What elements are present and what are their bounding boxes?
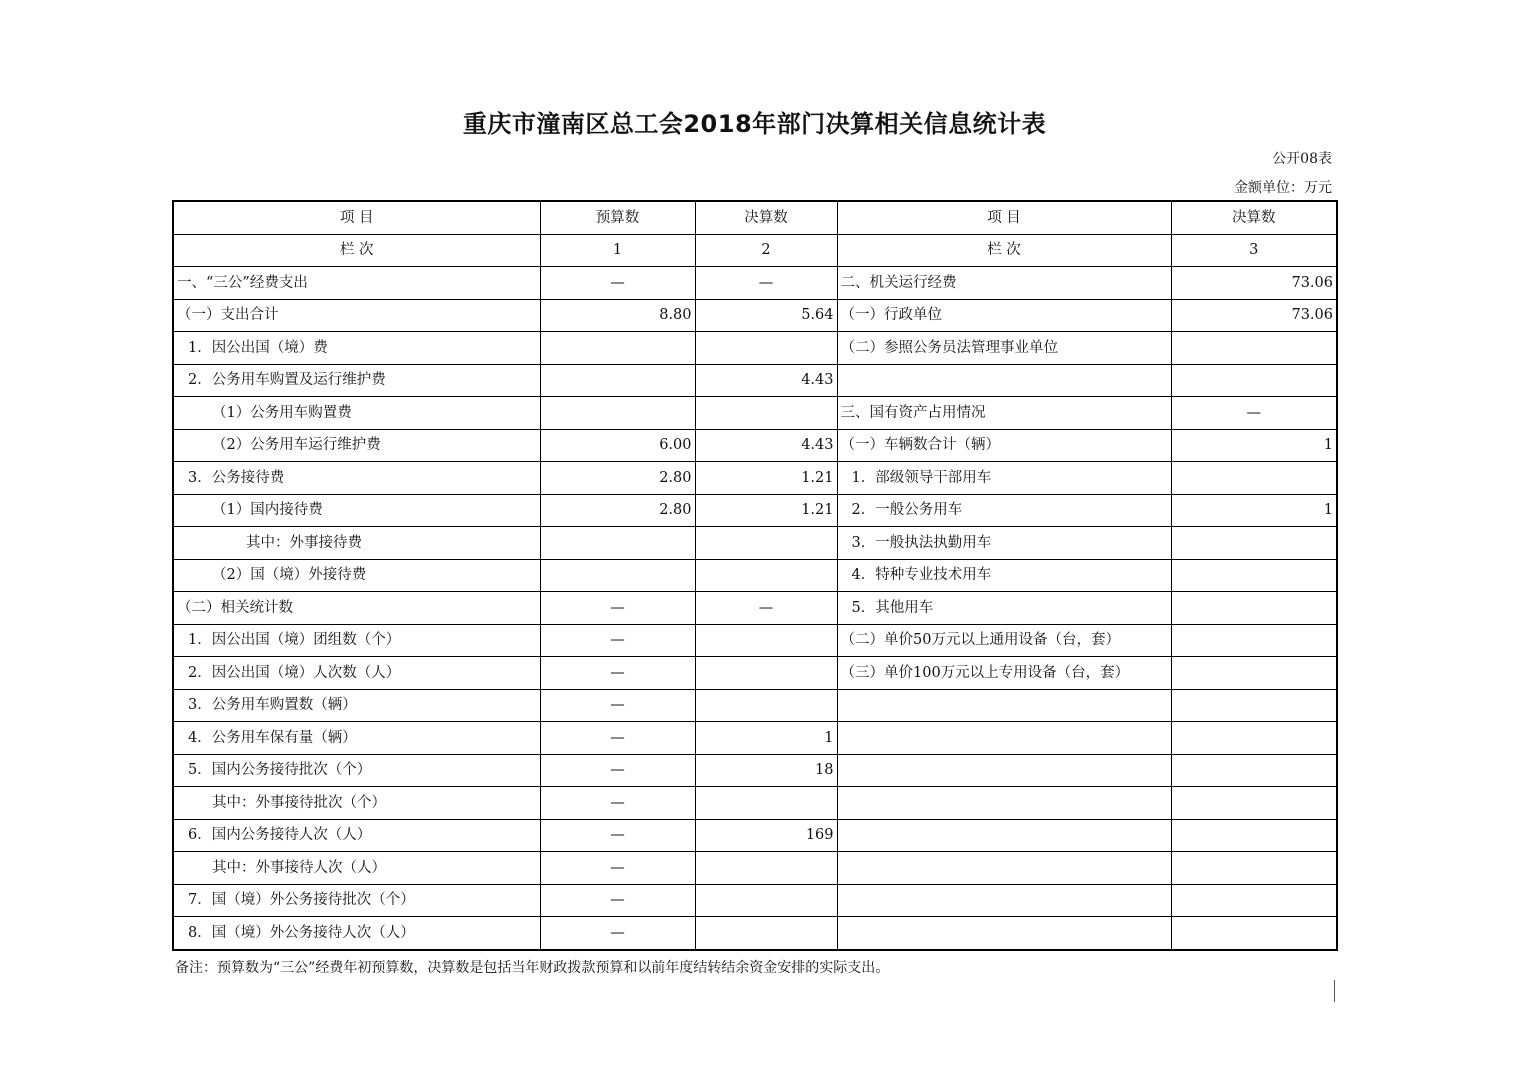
table-row (173, 559, 1337, 592)
column-label: 栏 次 (173, 234, 540, 267)
budget-value: — (540, 592, 695, 625)
left-item-label: （1）公务用车购置费 (173, 397, 540, 430)
budget-value: 2.80 (540, 494, 695, 527)
right-final-value (1171, 819, 1337, 852)
left-item-label: 3．公务用车购置数（辆） (173, 689, 540, 722)
right-item-label: 5．其他用车 (837, 592, 1171, 625)
footnote: 备注：预算数为“三公”经费年初预算数，决算数是包括当年财政拨款预算和以前年度结转结余资金安排的实际支出。 (175, 960, 890, 976)
final-value: 18 (695, 754, 837, 787)
header-item: 项 目 (173, 201, 540, 234)
budget-value: — (540, 917, 695, 950)
final-value: 169 (695, 819, 837, 852)
left-item-label: （2）公务用车运行维护费 (173, 429, 540, 462)
right-final-value (1171, 332, 1337, 365)
right-item-label: 三、国有资产占用情况 (837, 397, 1171, 430)
budget-value: 2.80 (540, 462, 695, 495)
right-final-value (1171, 754, 1337, 787)
header-final: 决算数 (695, 201, 837, 234)
right-final-value (1171, 884, 1337, 917)
table-row (173, 852, 1337, 885)
left-item-label: 6．国内公务接待人次（人） (173, 819, 540, 852)
right-final-value (1171, 852, 1337, 885)
column-2: 2 (695, 234, 837, 267)
left-item-label: （二）相关统计数 (173, 592, 540, 625)
right-item-label (837, 722, 1171, 755)
final-value (695, 624, 837, 657)
final-value: — (695, 592, 837, 625)
final-value (695, 397, 837, 430)
column-3: 3 (1171, 234, 1337, 267)
table-row (173, 397, 1337, 430)
final-value (695, 917, 837, 950)
page-title: 重庆市潼南区总工会2018年部门决算相关信息统计表 (462, 110, 1047, 138)
header-budget: 预算数 (540, 201, 695, 234)
header-final-right: 决算数 (1171, 201, 1337, 234)
left-item-label: 7．国（境）外公务接待批次（个） (173, 884, 540, 917)
table-row (173, 689, 1337, 722)
right-item-label (837, 884, 1171, 917)
final-value: 1.21 (695, 494, 837, 527)
right-final-value (1171, 722, 1337, 755)
final-value (695, 527, 837, 560)
budget-value: 6.00 (540, 429, 695, 462)
right-final-value (1171, 592, 1337, 625)
right-item-label: （一）行政单位 (837, 299, 1171, 332)
table-row (173, 722, 1337, 755)
column-1: 1 (540, 234, 695, 267)
final-value (695, 852, 837, 885)
table-row (173, 462, 1337, 495)
table-row (173, 592, 1337, 625)
right-final-value: — (1171, 397, 1337, 430)
table-row (173, 624, 1337, 657)
right-item-label: 二、机关运行经费 (837, 267, 1171, 300)
table-row (173, 527, 1337, 560)
right-item-label: （二）参照公务员法管理事业单位 (837, 332, 1171, 365)
right-item-label (837, 787, 1171, 820)
right-final-value (1171, 462, 1337, 495)
table-row (173, 429, 1337, 462)
right-final-value (1171, 624, 1337, 657)
table-row (173, 494, 1337, 527)
right-item-label: （二）单价50万元以上通用设备（台，套） (837, 624, 1171, 657)
left-item-label: 4．公务用车保有量（辆） (173, 722, 540, 755)
statistics-table (172, 200, 1338, 951)
right-final-value: 1 (1171, 494, 1337, 527)
budget-value: — (540, 852, 695, 885)
left-item-label: 其中：外事接待人次（人） (173, 852, 540, 885)
final-value (695, 787, 837, 820)
budget-value: — (540, 267, 695, 300)
budget-value: — (540, 754, 695, 787)
budget-value: — (540, 722, 695, 755)
left-item-label: 5．国内公务接待批次（个） (173, 754, 540, 787)
right-item-label: 4．特种专业技术用车 (837, 559, 1171, 592)
column-number-row (173, 234, 1337, 267)
left-item-label: 其中：外事接待费 (173, 527, 540, 560)
left-item-label: 2．公务用车购置及运行维护费 (173, 364, 540, 397)
page-edge-mark (1334, 980, 1335, 1002)
header-item-right: 项 目 (837, 201, 1171, 234)
table-row (173, 917, 1337, 950)
final-value: 4.43 (695, 429, 837, 462)
amount-unit: 金额单位：万元 (1234, 180, 1332, 196)
budget-value: — (540, 624, 695, 657)
left-item-label: 8．国（境）外公务接待人次（人） (173, 917, 540, 950)
right-final-value (1171, 689, 1337, 722)
left-item-label: 其中：外事接待批次（个） (173, 787, 540, 820)
right-item-label: 3．一般执法执勤用车 (837, 527, 1171, 560)
right-item-label (837, 852, 1171, 885)
table-header-row (173, 201, 1337, 234)
right-final-value (1171, 917, 1337, 950)
right-final-value (1171, 657, 1337, 690)
table-row (173, 884, 1337, 917)
final-value (695, 657, 837, 690)
right-item-label (837, 364, 1171, 397)
right-final-value (1171, 364, 1337, 397)
right-final-value: 73.06 (1171, 267, 1337, 300)
right-item-label: （一）车辆数合计（辆） (837, 429, 1171, 462)
table-row (173, 332, 1337, 365)
table-row (173, 364, 1337, 397)
final-value: 1.21 (695, 462, 837, 495)
table-row (173, 299, 1337, 332)
final-value (695, 884, 837, 917)
final-value (695, 559, 837, 592)
right-item-label (837, 689, 1171, 722)
budget-value: — (540, 689, 695, 722)
table-row (173, 754, 1337, 787)
left-item-label: 1．因公出国（境）费 (173, 332, 540, 365)
right-item-label (837, 917, 1171, 950)
budget-value (540, 332, 695, 365)
final-value (695, 332, 837, 365)
final-value: 1 (695, 722, 837, 755)
right-final-value: 73.06 (1171, 299, 1337, 332)
form-number: 公开08表 (1272, 151, 1332, 167)
left-item-label: （2）国（境）外接待费 (173, 559, 540, 592)
right-item-label (837, 754, 1171, 787)
budget-value (540, 397, 695, 430)
left-item-label: 3．公务接待费 (173, 462, 540, 495)
right-final-value (1171, 787, 1337, 820)
left-item-label: 1．因公出国（境）团组数（个） (173, 624, 540, 657)
final-value: — (695, 267, 837, 300)
right-final-value: 1 (1171, 429, 1337, 462)
final-value: 4.43 (695, 364, 837, 397)
right-item-label (837, 819, 1171, 852)
budget-value: 8.80 (540, 299, 695, 332)
table-row (173, 657, 1337, 690)
budget-value: — (540, 884, 695, 917)
budget-value (540, 559, 695, 592)
final-value (695, 689, 837, 722)
right-item-label: 2．一般公务用车 (837, 494, 1171, 527)
table-row (173, 787, 1337, 820)
right-item-label: （三）单价100万元以上专用设备（台，套） (837, 657, 1171, 690)
right-item-label: 1．部级领导干部用车 (837, 462, 1171, 495)
budget-value: — (540, 657, 695, 690)
table-row (173, 267, 1337, 300)
left-item-label: （1）国内接待费 (173, 494, 540, 527)
left-item-label: 一、“三公”经费支出 (173, 267, 540, 300)
budget-value (540, 364, 695, 397)
final-value: 5.64 (695, 299, 837, 332)
table-row (173, 819, 1337, 852)
right-final-value (1171, 527, 1337, 560)
budget-value: — (540, 819, 695, 852)
budget-value (540, 527, 695, 560)
right-final-value (1171, 559, 1337, 592)
budget-value: — (540, 787, 695, 820)
left-item-label: 2．因公出国（境）人次数（人） (173, 657, 540, 690)
left-item-label: （一）支出合计 (173, 299, 540, 332)
column-label-right: 栏 次 (837, 234, 1171, 267)
